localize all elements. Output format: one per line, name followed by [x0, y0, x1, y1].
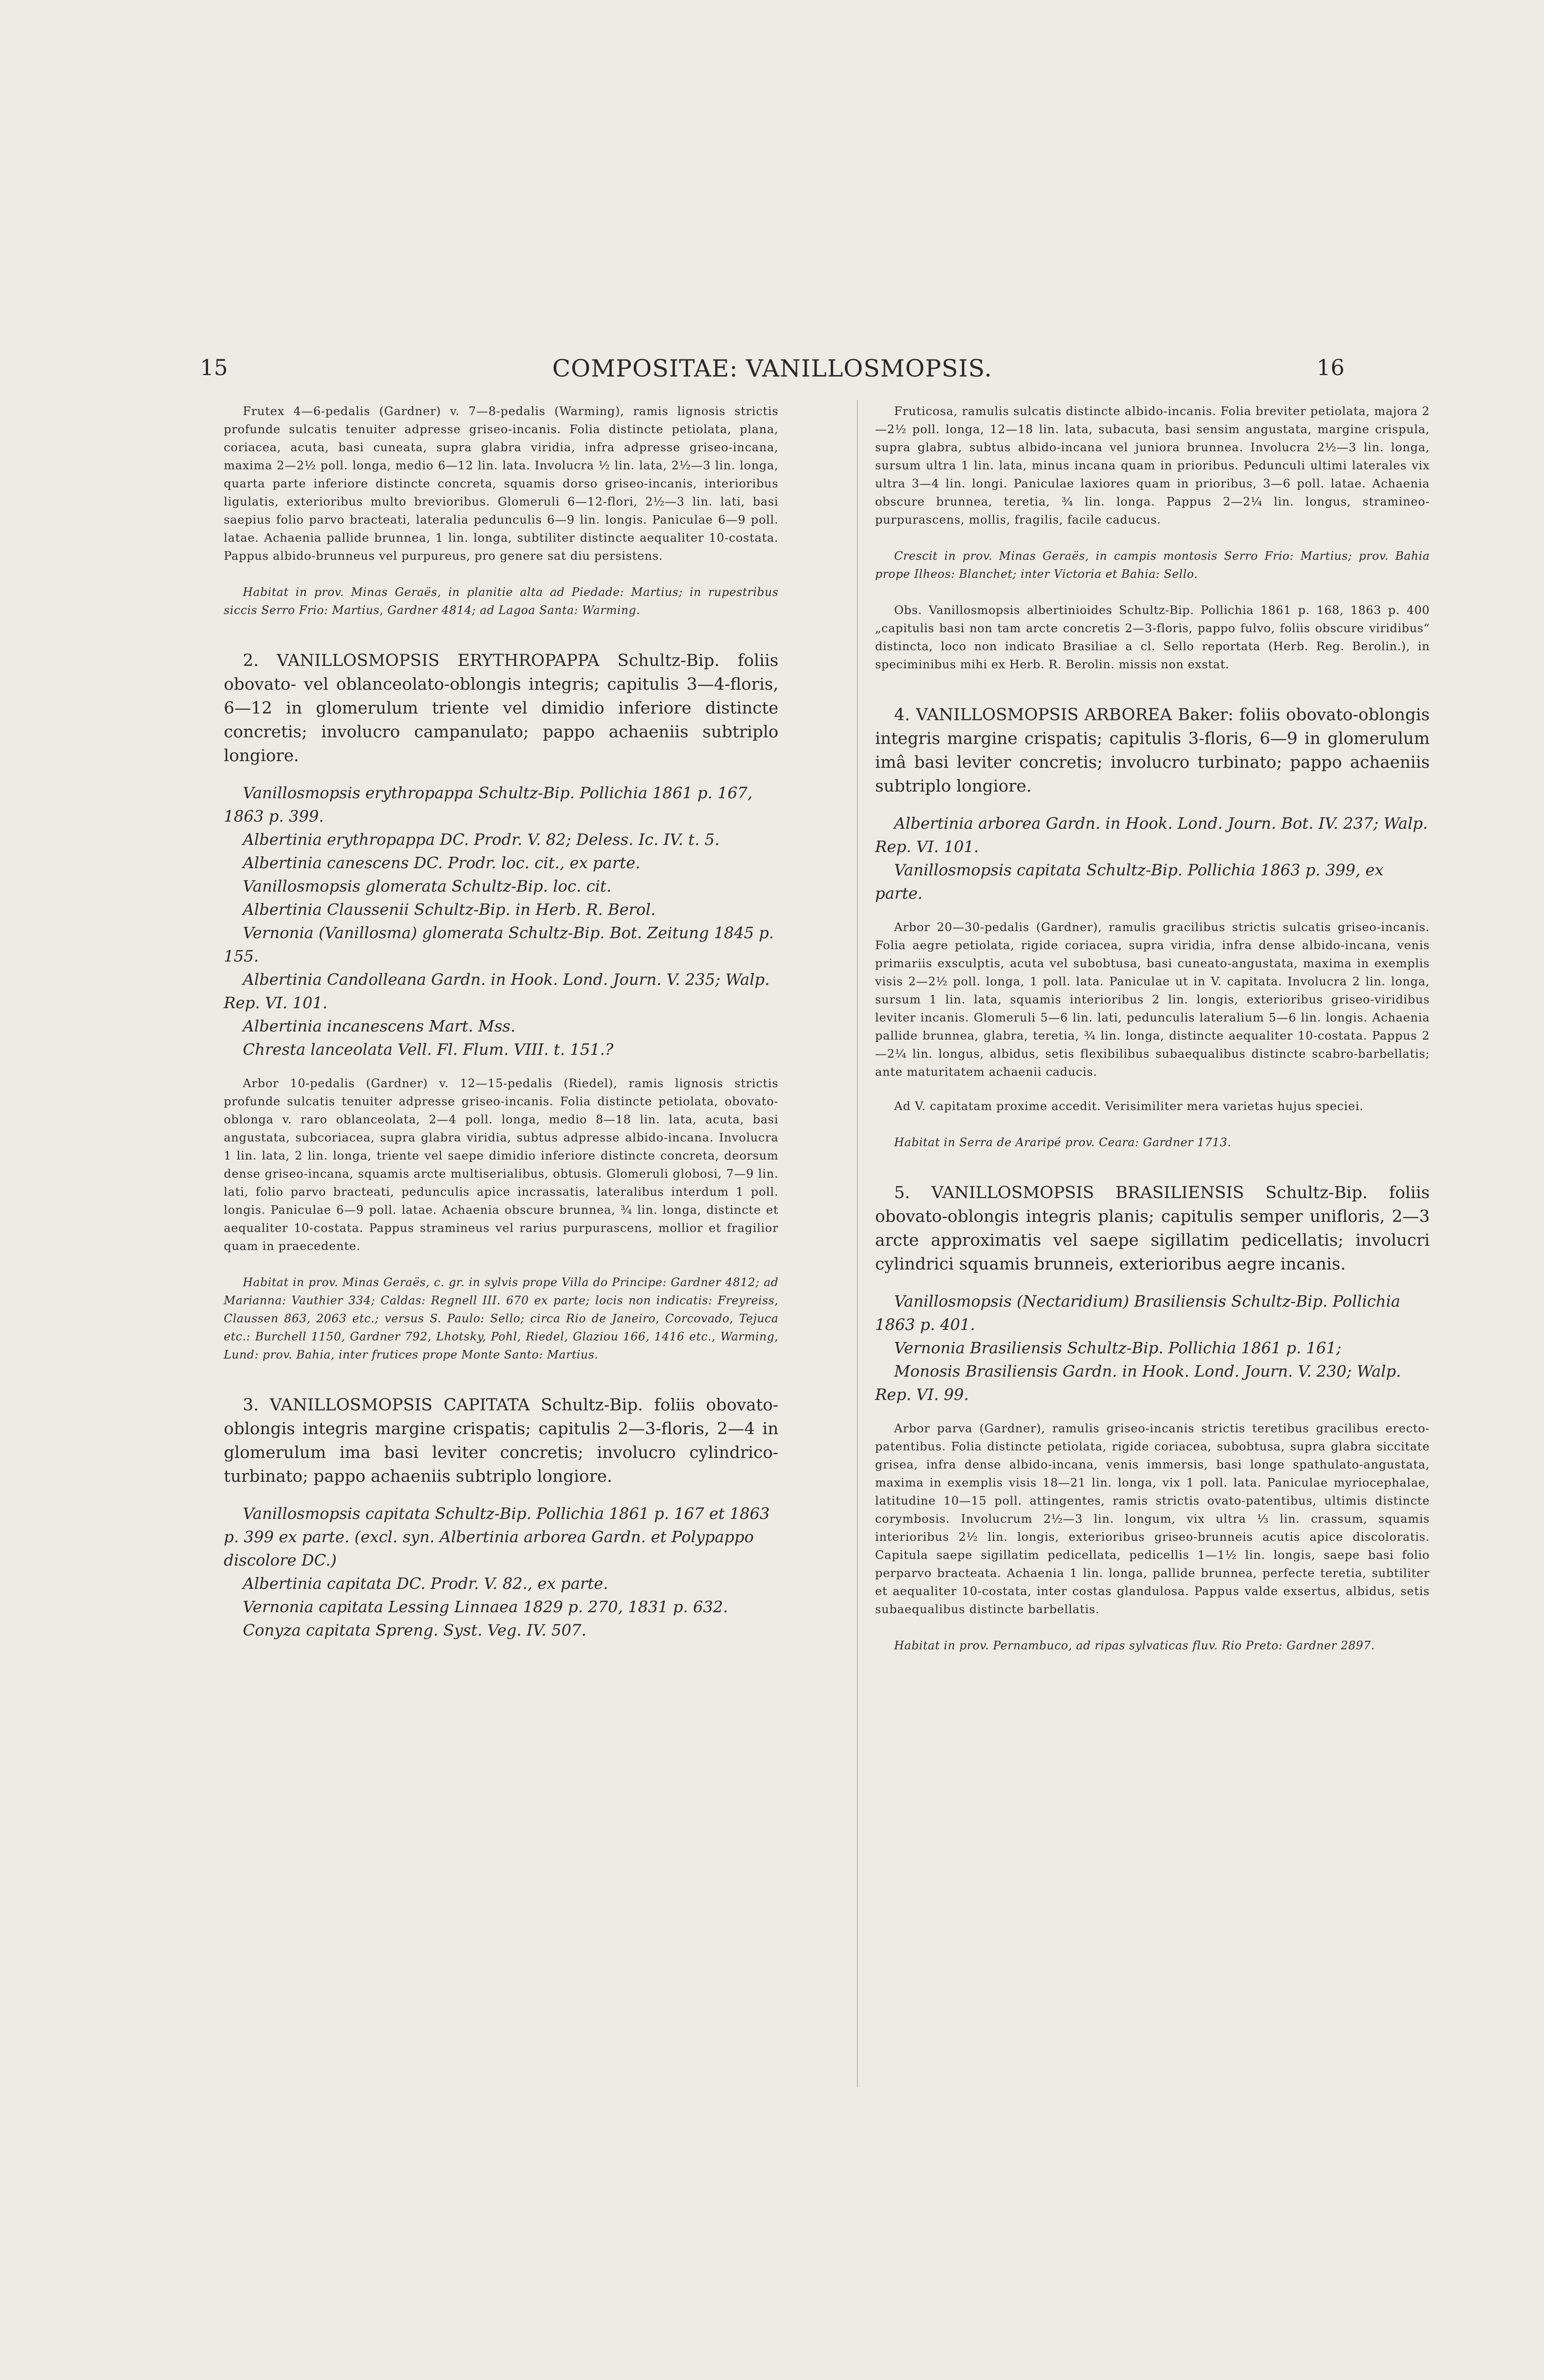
synonym: Vanillosmopsis capitata Schultz-Bip. Pollichia 1863 p. 399, ex parte.: [875, 861, 1384, 902]
description-previous-species: Frutex 4—6-pedalis (Gardner) v. 7—8-pedalis (Warming), ramis lignosis strictis profunde sulcatis tenuiter adpresse griseo-incanis. Folia distincte petiolata, plana, coriacea, acuta, basi cuneata, supra glabra viridia, infra adpresse griseo-incana, maxima 2—2½ poll. longa, medio 6—12 lin. lata. Involucra ½ lin. lata, 2½—3 lin. longa, quarta parte inferiore distincte concreta, squamis dorso griseo-incanis, interioribus ligulatis, exterioribus multo brevioribus. Glomeruli 6—12-flori, 2½—3 lin. lati, basi saepius folio parvo bracteati, lateralia pedunculis 6—9 lin. longis. Paniculae 6—9 poll. latae. Achaenia pallide brunnea, 1 lin. longa, subtiliter distincte aequaliter 10-costata. Pappus albido-brunneus vel purpureus, pro genere sat diu persistens.: [224, 404, 778, 563]
synonym: Albertinia capitata DC. Prodr. V. 82., ex parte.: [243, 1574, 608, 1593]
species-4-note: Ad V. capitatam proxime accedit. Verisimiliter mera varietas hujus speciei.: [894, 1099, 1364, 1113]
species-2-description: Arbor 10-pedalis (Gardner) v. 12—15-pedalis (Riedel), ramis lignosis strictis profunde sulcatis tenuiter adpresse griseo-incanis. Folia distincte petiolata, obovato-oblonga v. raro oblanceolata, 2—4 poll. longa, medio 8—18 lin. lata, acuta, basi angustata, subcoriacea, supra glabra viridia, subtus adpresse albido-incana. Involucra 1 lin. lata, 2 lin. longa, triente vel saepe dimidio inferiore distincte concreta, deorsum dense griseo-incana, squamis arcte multiserialibus, obtusis. Glomeruli globosi, 7—9 lin. lati, folio parvo bracteati, pedunculis apice incrassatis, lateralibus interdum 1 poll. longis. Paniculae 6—9 poll. latae. Achaenia obscure brunnea, ¾ lin. longa, distincte et aequaliter 10-costata. Pappus stramineus vel rarius purpurascens, mollior et fragilior quam in praecedente.: [224, 1076, 778, 1253]
running-title: COMPOSITAE: VANILLOSMOPSIS.: [552, 355, 993, 382]
species-2-diagnosis: 2. VANILLOSMOPSIS ERYTHROPAPPA Schultz-Bip. foliis obovato- vel oblanceolato-oblongis integris; capitulis 3—4-floris, 6—12 in glomerulum triente vel dimidio inferiore distincte concretis; involucro campanulato; pappo achaeniis subtriplo longiore.: [224, 651, 778, 765]
species-2-synonyms: [224, 781, 778, 1061]
species-4-diagnosis: 4. VANILLOSMOPSIS ARBOREA Baker: foliis obovato-oblongis integris margine crispatis; capitulis 3-floris, 6—9 in glomerulum imâ basi leviter concretis; involucro turbinato; pappo achaeniis subtriplo longiore.: [875, 705, 1430, 796]
synonym: Albertinia erythropappa DC. Prodr. V. 82; Deless. Ic. IV. t. 5.: [243, 830, 720, 849]
species-3-habitat: Crescit in prov. Minas Geraës, in campis montosis Serro Frio: Martius; prov. Bahia prope Ilheos: Blanchet; inter Victoria et Bahia: Sello.: [875, 549, 1430, 581]
column-divider: [857, 400, 858, 2087]
right-column: [875, 402, 1430, 1655]
species-5-synonyms: [875, 1289, 1430, 1406]
species-4-synonyms: [875, 812, 1430, 905]
species-4-habitat: Habitat in Serra de Araripé prov. Ceara: Gardner 1713.: [894, 1136, 1232, 1149]
synonym: Albertinia arborea Gardn. in Hook. Lond. Journ. Bot. IV. 237; Walp. Rep. VI. 101.: [875, 814, 1428, 856]
synonym: Chresta lanceolata Vell. Fl. Flum. VIII. t. 151.?: [243, 1040, 614, 1059]
left-column: [224, 402, 778, 1655]
synonym: Vernonia capitata Lessing Linnaea 1829 p. 270, 1831 p. 632.: [243, 1597, 728, 1616]
species-3-observation: Obs. Vanillosmopsis albertinioides Schultz-Bip. Pollichia 1861 p. 168, 1863 p. 400 „capitulis basi non tam arcte concretis 2—3-floris, pappo fulvo, foliis obscure viridibus“ distincta, loco non indicato Brasiliae a cl. Sello reportata (Herb. Reg. Berolin.), in speciminibus mihi ex Herb. R. Berolin. missis non exstat.: [875, 603, 1430, 671]
species-5-habitat: Habitat in prov. Pernambuco, ad ripas sylvaticas fluv. Rio Preto: Gardner 2897.: [894, 1639, 1375, 1652]
synonym: Monosis Brasiliensis Gardn. in Hook. Lond. Journ. V. 230; Walp. Rep. VI. 99.: [875, 1362, 1401, 1404]
synonym: Albertinia canescens DC. Prodr. loc. cit., ex parte.: [243, 853, 640, 872]
species-4-description: Arbor 20—30-pedalis (Gardner), ramulis gracilibus strictis sulcatis griseo-incanis. Folia aegre petiolata, rigide coriacea, supra viridia, infra dense albido-incana, venis primariis exsculptis, acuta vel subobtusa, basi cuneato-angustata, maxima in exemplis visis 2—2½ poll. longa, 1 poll. lata. Paniculae ut in V. capitata. Involucra 2 lin. longa, sursum 1 lin. lata, squamis interioribus 2 lin. longis, exterioribus griseo-viridibus leviter incanis. Glomeruli 5—6 lin. lati, pedunculis lateralium 5—6 lin. longis. Achaenia pallide brunnea, glabra, teretia, ¾ lin. longa, distincte aequaliter 10-costata. Pappus 2—2¼ lin. longus, albidus, setis flexibilibus subaequalibus distincte scabro-barbellatis; ante maturitatem achaenii caducis.: [875, 920, 1430, 1079]
synonym: Vernonia Brasiliensis Schultz-Bip. Pollichia 1861 p. 161;: [894, 1339, 1342, 1357]
page-number-left: 15: [200, 355, 228, 380]
synonym: Vanillosmopsis (Nectaridium) Brasiliensis Schultz-Bip. Pollichia 1863 p. 401.: [875, 1292, 1401, 1334]
synonym: Vanillosmopsis erythropappa Schultz-Bip. Pollichia 1861 p. 167, 1863 p. 399.: [224, 783, 753, 825]
synonym: Conyza capitata Spreng. Syst. Veg. IV. 507.: [243, 1621, 587, 1639]
synonym: Vernonia (Vanillosma) glomerata Schultz-Bip. Bot. Zeitung 1845 p. 155.: [224, 923, 774, 965]
species-2-habitat: Habitat in prov. Minas Geraës, c. gr. in sylvis prope Villa do Principe: Gardner 4812; ad Marianna: Vauthier 334; Caldas: Regnell III. 670 ex parte; locis non indicatis: Freyreiss, Claussen 863, 2063 etc.; versus S. Paulo: Sello; circa Rio de Janeiro, Corcovado, Tejuca etc.: Burchell 1150, Gardner 792, Lhotsky, Pohl, Riedel, Glaziou 166, 1416 etc., Warming, Lund: prov. Bahia, inter frutices prope Monte Santo: Martius.: [224, 1276, 778, 1361]
species-3-diagnosis: 3. VANILLOSMOPSIS CAPITATA Schultz-Bip. foliis obovato-oblongis integris margine crispatis; capitulis 2—3-floris, 2—4 in glomerulum ima basi leviter concretis; involucro cylindrico-turbinato; pappo achaeniis subtriplo longiore.: [224, 1396, 778, 1486]
synonym: Albertinia incanescens Mart. Mss.: [243, 1017, 516, 1035]
species-5-description: Arbor parva (Gardner), ramulis griseo-incanis strictis teretibus gracilibus erecto-patentibus. Folia distincte petiolata, rigide coriacea, subobtusa, supra glabra siccitate grisea, infra dense albido-incana, venis immersis, basi longe spathulato-angustata, maxima in exemplis visis 18—21 lin. longa, vix 1 poll. lata. Paniculae myriocephalae, latitudine 10—15 poll. attingentes, ramis strictis ovato-patentibus, ultimis distincte corymbosis. Involucrum 2½—3 lin. longum, vix ultra ⅓ lin. crassum, squamis interioribus 2½ lin. longis, exterioribus griseo-brunneis acutis apice discoloratis. Capitula saepe sigillatim pedicellata, pedicellis 1—1½ lin. longis, saepe basi folio perparvo bracteata. Achaenia 1 lin. longa, pallide brunnea, perfecte teretia, subtiliter et aequaliter 10-costata, inter costas glandulosa. Pappus valde exsertus, albidus, setis subaequalibus distincte barbellatis.: [875, 1421, 1430, 1616]
synonym: Vanillosmopsis capitata Schultz-Bip. Pollichia 1861 p. 167 et 1863 p. 399 ex parte. (excl. syn. Albertinia arborea Gardn. et Polypappo discolore DC.): [224, 1504, 770, 1569]
page-number-right: 16: [1316, 355, 1345, 380]
running-header: [200, 355, 1345, 393]
species-3-description: Fruticosa, ramulis sulcatis distincte albido-incanis. Folia breviter petiolata, majora 2—2½ poll. longa, 12—18 lin. lata, subacuta, basi sensim angustata, margine crispula, supra glabra, subtus albido-incana vel juniora brunnea. Involucra 2½—3 lin. longa, sursum ultra 1 lin. lata, minus incana quam in prioribus. Pedunculi ultimi laterales vix ultra 3—4 lin. longi. Paniculae laxiores quam in prioribus, 3—6 poll. latae. Achaenia obscure brunnea, teretia, ¾ lin. longa. Pappus 2—2¼ lin. longus, stramineo-purpurascens, mollis, fragilis, facile caducus.: [875, 404, 1430, 526]
habitat-previous-species: Habitat in prov. Minas Geraës, in planitie alta ad Piedade: Martius; in rupestribus siccis Serro Frio: Martius, Gardner 4814; ad Lagoa Santa: Warming.: [224, 585, 778, 617]
species-3-synonyms: [224, 1502, 778, 1642]
species-5-diagnosis: 5. VANILLOSMOPSIS BRASILIENSIS Schultz-Bip. foliis obovato-oblongis integris planis; capitulis semper unifloris, 2—3 arcte approximatis vel saepe sigillatim pedicellatis; involucri cylindrici squamis brunneis, exterioribus aegre incanis.: [875, 1183, 1430, 1274]
synonym: Albertinia Candolleana Gardn. in Hook. Lond. Journ. V. 235; Walp. Rep. VI. 101.: [224, 970, 770, 1012]
synonym: Vanillosmopsis glomerata Schultz-Bip. loc. cit.: [243, 877, 612, 895]
synonym: Albertinia Claussenii Schultz-Bip. in Herb. R. Berol.: [243, 900, 656, 919]
